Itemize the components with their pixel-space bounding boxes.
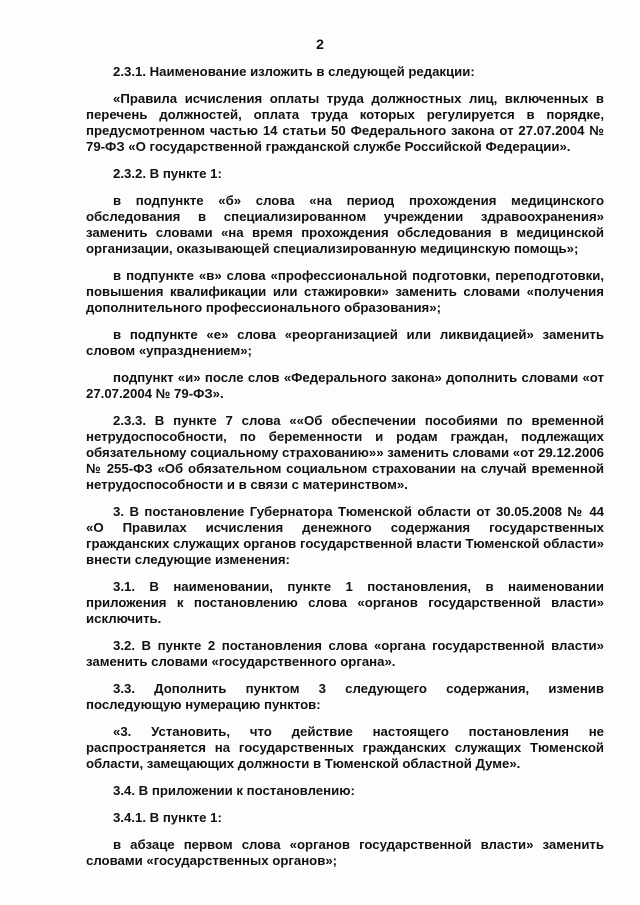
page-number: 2: [316, 36, 324, 52]
paragraph-subpoint-b: в подпункте «б» слова «на период прохождения медицинского обследования в специализированном учреждении здравоохранения» заменить словами «на время прохождения обследования в медицинской организации, оказывающей специализированную медицинскую помощь»;: [86, 193, 604, 256]
paragraph-2-3-3: 2.3.3. В пункте 7 слова ««Об обеспечении пособиями по временной нетрудоспособности, по беременности и родам граждан, подлежащих обязательному социальному страхованию»» заменить словами «от 29.12.2006 № 255-ФЗ «Об обязательном социальном страховании на случай временной нетрудоспособности и в связи с материнством».: [86, 413, 604, 492]
paragraph-3-2: 3.2. В пункте 2 постановления слова «органа государственной власти» заменить словами «государственного органа».: [86, 638, 604, 669]
paragraph-3-4-1: 3.4.1. В пункте 1:: [113, 810, 222, 825]
document-body: [86, 64, 604, 880]
paragraph-rules-title: «Правила исчисления оплаты труда должностных лиц, включенных в перечень должностей, оплата труда которых регулируется в порядке, предусмотренном частью 14 статьи 50 Федерального закона от 27.07.2004 № 79-ФЗ «О государственной гражданской службе Российской Федерации».: [86, 91, 604, 154]
paragraph-subpoint-e: в подпункте «е» слова «реорганизацией или ликвидацией» заменить словом «упразднением»;: [86, 327, 604, 358]
paragraph-3: 3. В постановление Губернатора Тюменской области от 30.05.2008 № 44 «О Правилах исчисления денежного содержания государственных гражданских служащих органов государственной власти Тюменской области» внести следующие изменения:: [86, 504, 604, 567]
paragraph-new-point-3: «3. Установить, что действие настоящего постановления не распространяется на государственных гражданских служащих Тюменской области, замещающих должности в Тюменской областной Думе».: [86, 724, 604, 771]
paragraph-first-abzac: в абзаце первом слова «органов государственной власти» заменить словами «государственных органов»;: [86, 837, 604, 868]
paragraph-subpoint-i: подпункт «и» после слов «Федерального закона» дополнить словами «от 27.07.2004 № 79-ФЗ».: [86, 370, 604, 401]
paragraph-3-4: 3.4. В приложении к постановлению:: [113, 783, 355, 798]
paragraph-2-3-1: 2.3.1. Наименование изложить в следующей редакции:: [113, 64, 475, 79]
paragraph-3-1: 3.1. В наименовании, пункте 1 постановления, в наименовании приложения к постановлению слова «органов государственной власти» исключить.: [86, 579, 604, 626]
paragraph-subpoint-v: в подпункте «в» слова «профессиональной подготовки, переподготовки, повышения квалификации или стажировки» заменить словами «получения дополнительного профессионального образования»;: [86, 268, 604, 315]
paragraph-3-3: 3.3. Дополнить пунктом 3 следующего содержания, изменив последующую нумерацию пунктов:: [86, 681, 604, 712]
paragraph-2-3-2: 2.3.2. В пункте 1:: [113, 166, 222, 181]
